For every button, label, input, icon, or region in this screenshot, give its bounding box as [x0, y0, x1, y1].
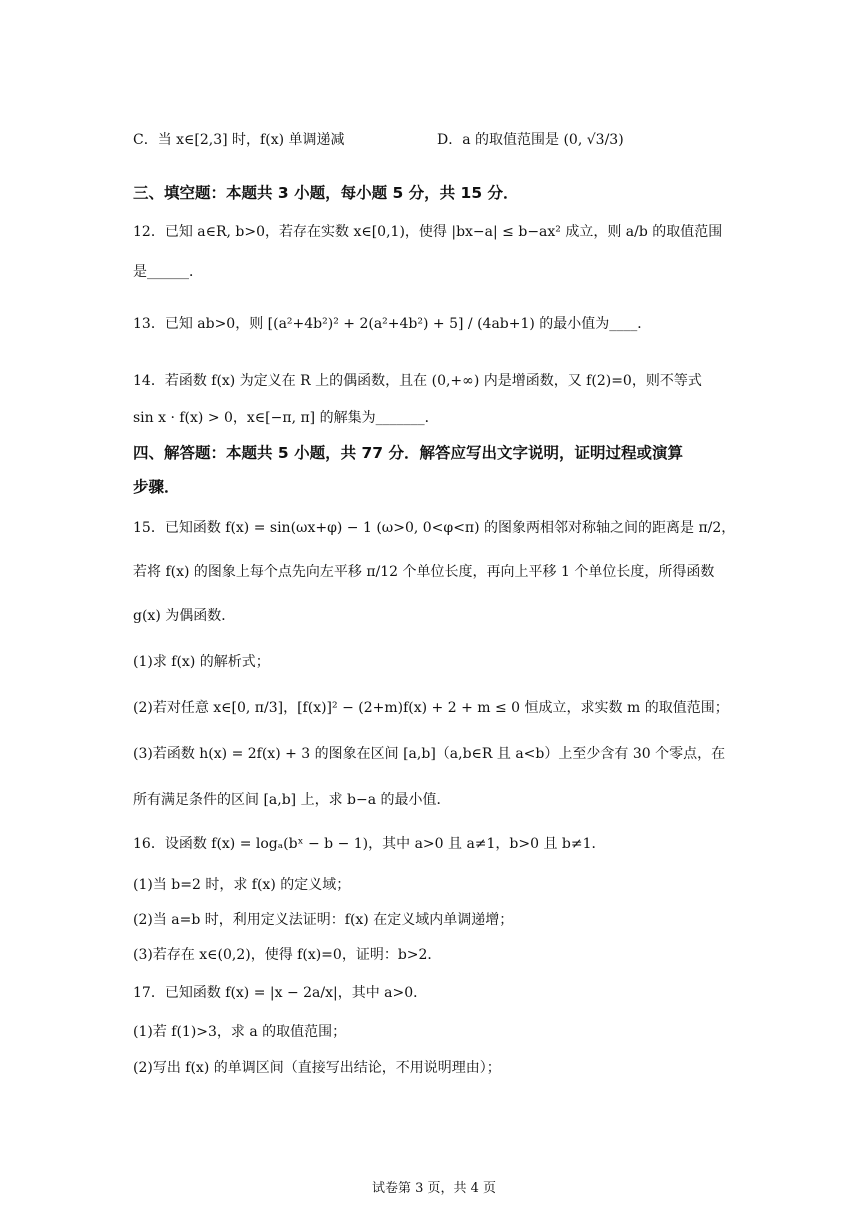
q15-part-2: (2)若对任意 x∈[0, π/3]，[f(x)]² − (2+m)f(x) + 2 + m ≤ 0 恒成立，求实数 m 的取值范围； — [133, 700, 729, 716]
q15-line-3: g(x) 为偶函数． — [133, 608, 236, 624]
q16-part-1: (1)当 b=2 时，求 f(x) 的定义域； — [133, 877, 351, 893]
q15-part-1: (1)求 f(x) 的解析式； — [133, 654, 270, 670]
q16-part-2: (2)当 a=b 时，利用定义法证明：f(x) 在定义域内单调递增； — [133, 912, 514, 928]
q15-line-1: 15．已知函数 f(x) = sin(ωx+φ) − 1 (ω>0, 0<φ<π) 的图象两相邻对称轴之间的距离是 π/2， — [133, 520, 736, 536]
section-heading-answer-1: 四、解答题：本题共 5 小题，共 77 分．解答应写出文字说明，证明过程或演算 — [133, 444, 683, 462]
q17-part-1: (1)若 f(1)>3，求 a 的取值范围； — [133, 1024, 347, 1040]
section-heading-answer-2: 步骤． — [133, 478, 180, 496]
page-footer: 试卷第 3 页，共 4 页 — [371, 1181, 497, 1196]
q15-part-3-line-1: (3)若函数 h(x) = 2f(x) + 3 的图象在区间 [a,b]（a,b∈R 且 a<b）上至少含有 30 个零点，在 — [133, 746, 726, 762]
option-c: C．当 x∈[2,3] 时，f(x) 单调递减 — [133, 132, 345, 148]
q12-line-1: 12．已知 a∈R, b>0，若存在实数 x∈[0,1)，使得 |bx−a| ≤ b−ax² 成立，则 a/b 的取值范围 — [133, 224, 723, 240]
q16-part-3: (3)若存在 x∈(0,2)，使得 f(x)=0，证明：b>2． — [133, 947, 442, 963]
q14-line-1: 14．若函数 f(x) 为定义在 R 上的偶函数，且在 (0,+∞) 内是增函数，又 f(2)=0，则不等式 — [133, 373, 702, 389]
q15-part-3-line-2: 所有满足条件的区间 [a,b] 上，求 b−a 的最小值． — [133, 792, 451, 808]
option-d: D．a 的取值范围是 (0, √3/3) — [437, 132, 624, 148]
section-heading-fill-in: 三、填空题：本题共 3 小题，每小题 5 分，共 15 分． — [133, 184, 519, 202]
q13: 13．已知 ab>0，则 [(a²+4b²)² + 2(a²+4b²) + 5] / (4ab+1) 的最小值为____． — [133, 316, 652, 332]
q14-line-2: sin x · f(x) > 0，x∈[−π, π] 的解集为_______． — [133, 410, 439, 426]
q17-stem: 17．已知函数 f(x) = |x − 2a/x|，其中 a>0． — [133, 985, 428, 1001]
q16-stem: 16．设函数 f(x) = logₐ(bˣ − b − 1)，其中 a>0 且 a≠1，b>0 且 b≠1． — [133, 836, 606, 852]
q12-line-2: 是______． — [133, 264, 203, 280]
q15-line-2: 若将 f(x) 的图象上每个点先向左平移 π/12 个单位长度，再向上平移 1 个单位长度，所得函数 — [133, 564, 715, 580]
q17-part-2: (2)写出 f(x) 的单调区间（直接写出结论，不用说明理由）； — [133, 1060, 501, 1076]
